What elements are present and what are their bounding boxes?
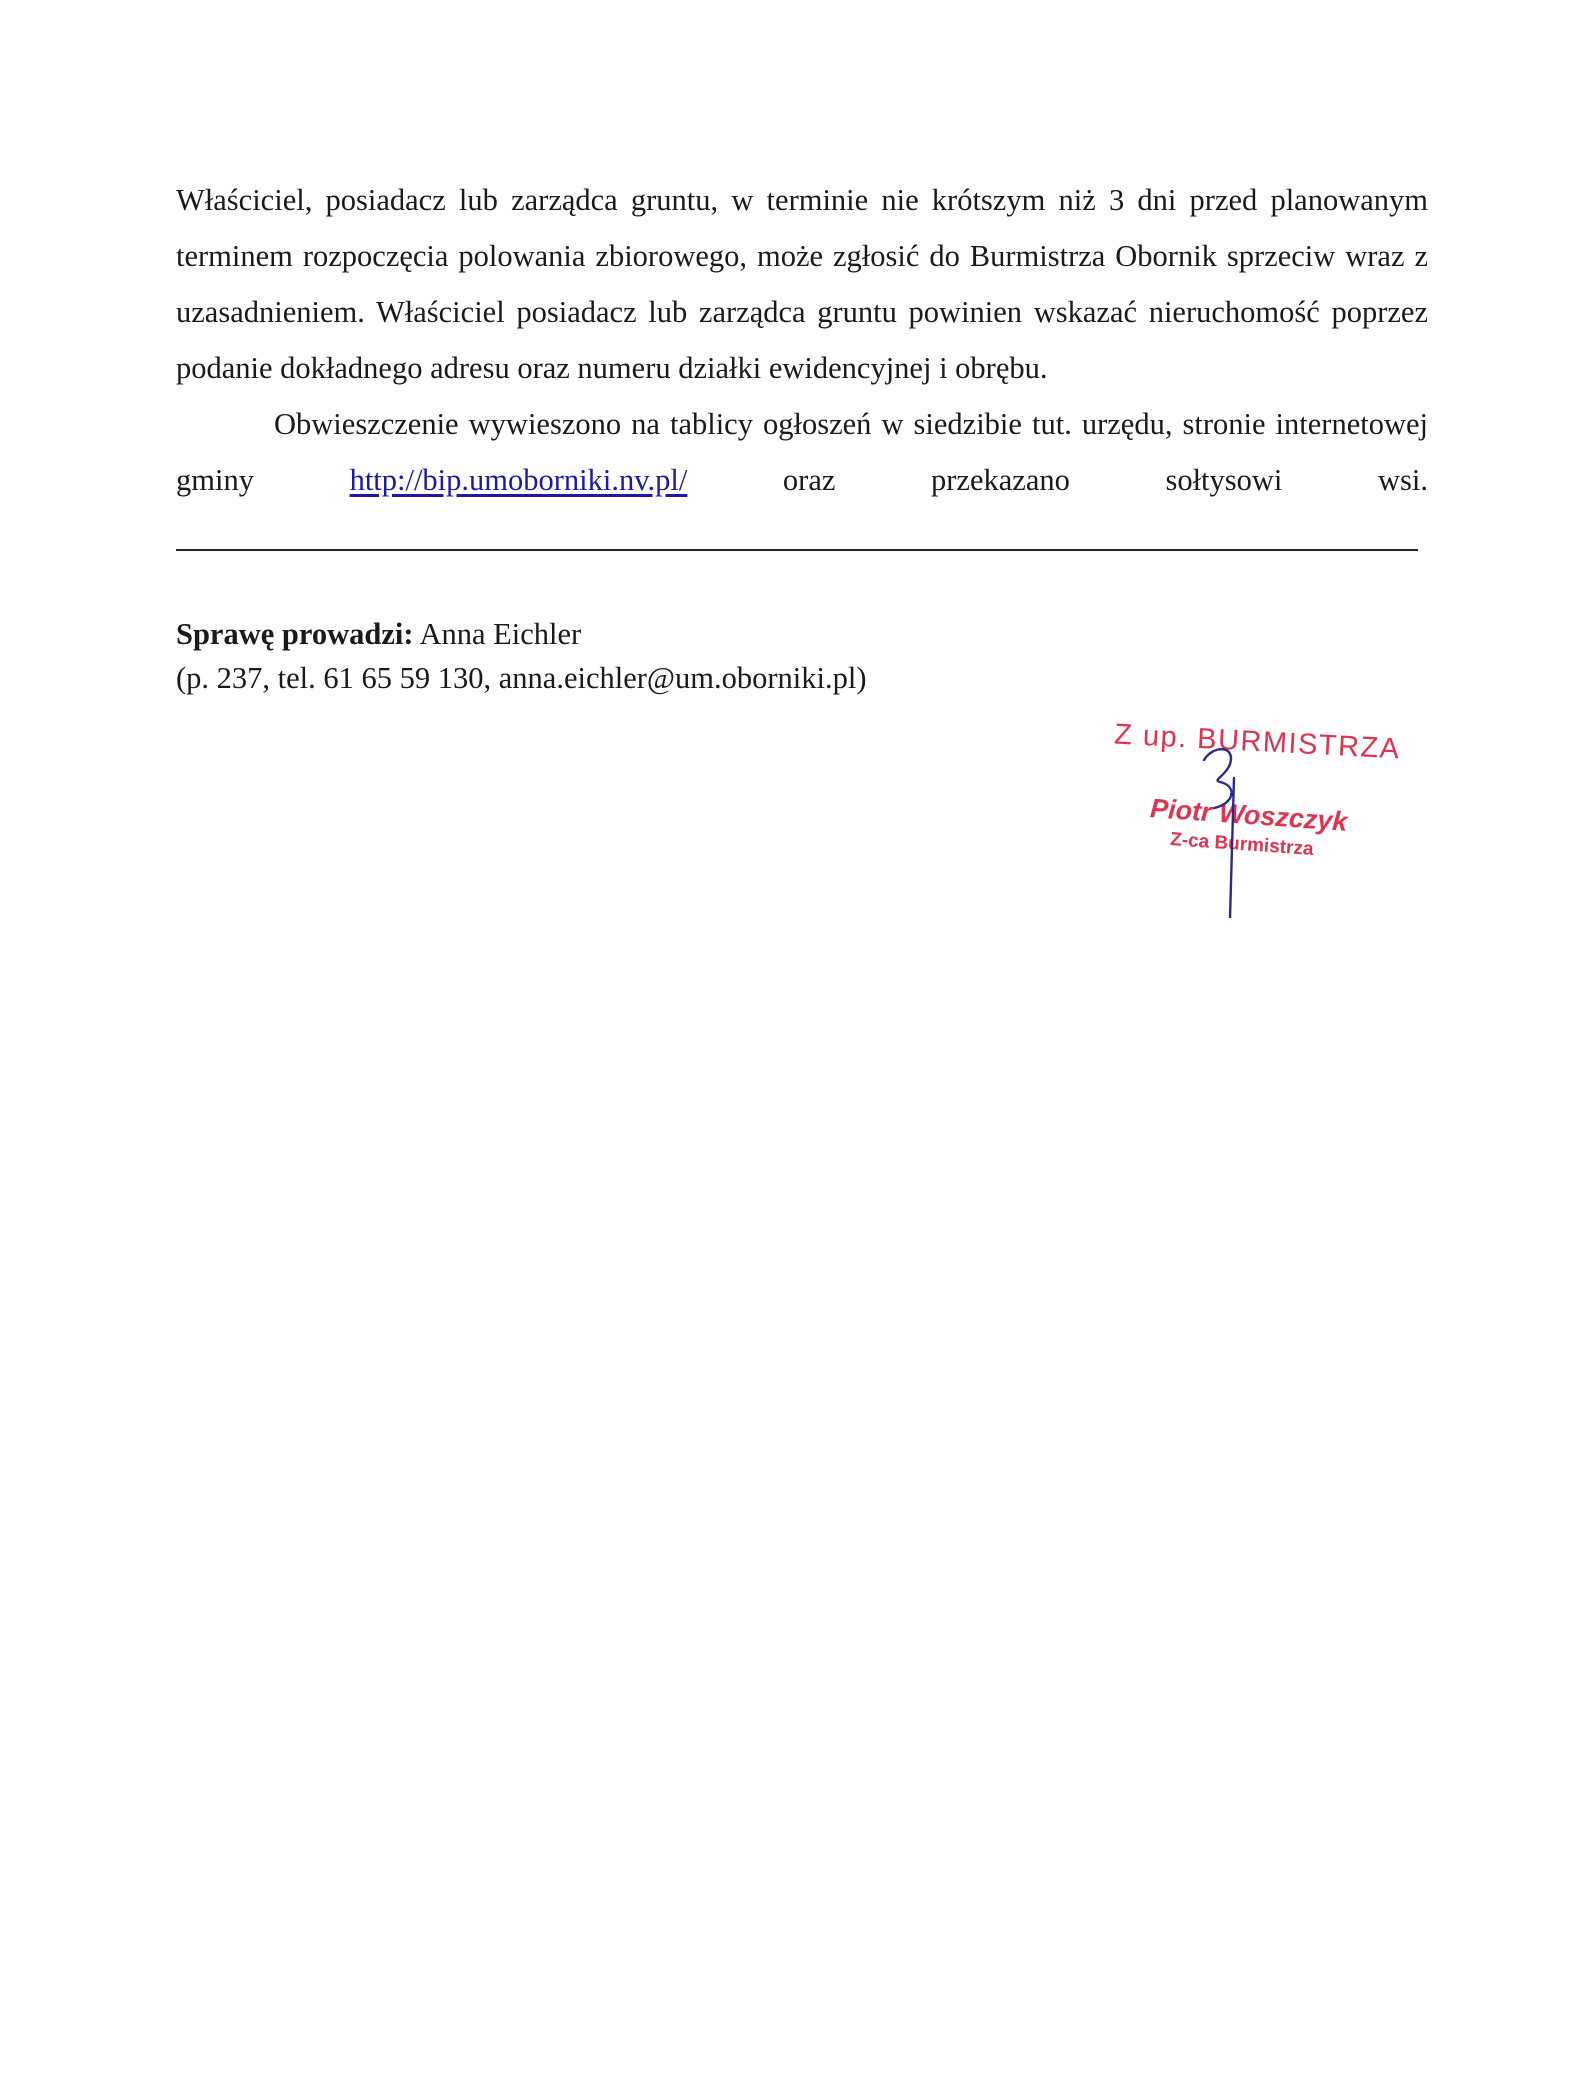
handwritten-signature bbox=[1190, 738, 1270, 918]
contact-label: Sprawę prowadzi: bbox=[176, 617, 414, 651]
contact-block bbox=[176, 612, 1176, 700]
announcement-paragraph bbox=[176, 396, 1428, 508]
bip-link[interactable]: http://bip.umoborniki.nv.pl/ bbox=[349, 463, 688, 497]
announcement-text-end: oraz przekazano sołtysowi wsi. bbox=[687, 463, 1428, 497]
contact-person-line bbox=[176, 612, 1176, 656]
document-body bbox=[176, 172, 1428, 508]
announcement-text-start: Obwieszczenie wywieszono na tablicy ogłoszeń w siedzibie tut. urzędu, stronie internetowej gminy bbox=[176, 407, 1428, 497]
contact-name: Anna Eichler bbox=[419, 617, 582, 651]
contact-details: (p. 237, tel. 61 65 59 130, anna.eichler@um.oborniki.pl) bbox=[176, 661, 867, 695]
horizontal-divider bbox=[176, 549, 1418, 551]
stamp-role: Z-ca Burmistrza bbox=[1169, 829, 1315, 860]
stamp-name: Piotr Woszczyk bbox=[1149, 793, 1349, 837]
objection-paragraph: Właściciel, posiadacz lub zarządca gruntu, w terminie nie krótszym niż 3 dni przed planowanym terminem rozpoczęcia polowania zbiorowego, może zgłosić do Burmistrza Obornik sprzeciw wraz z uzasadnieniem. Właściciel posiadacz lub zarządca gruntu powinien wskazać nieruchomość poprzez podanie dokładnego adresu oraz numeru działki ewidencyjnej i obrębu. bbox=[176, 183, 1428, 385]
stamp-authority-line: Z up. BURMISTRZA bbox=[1113, 718, 1402, 766]
